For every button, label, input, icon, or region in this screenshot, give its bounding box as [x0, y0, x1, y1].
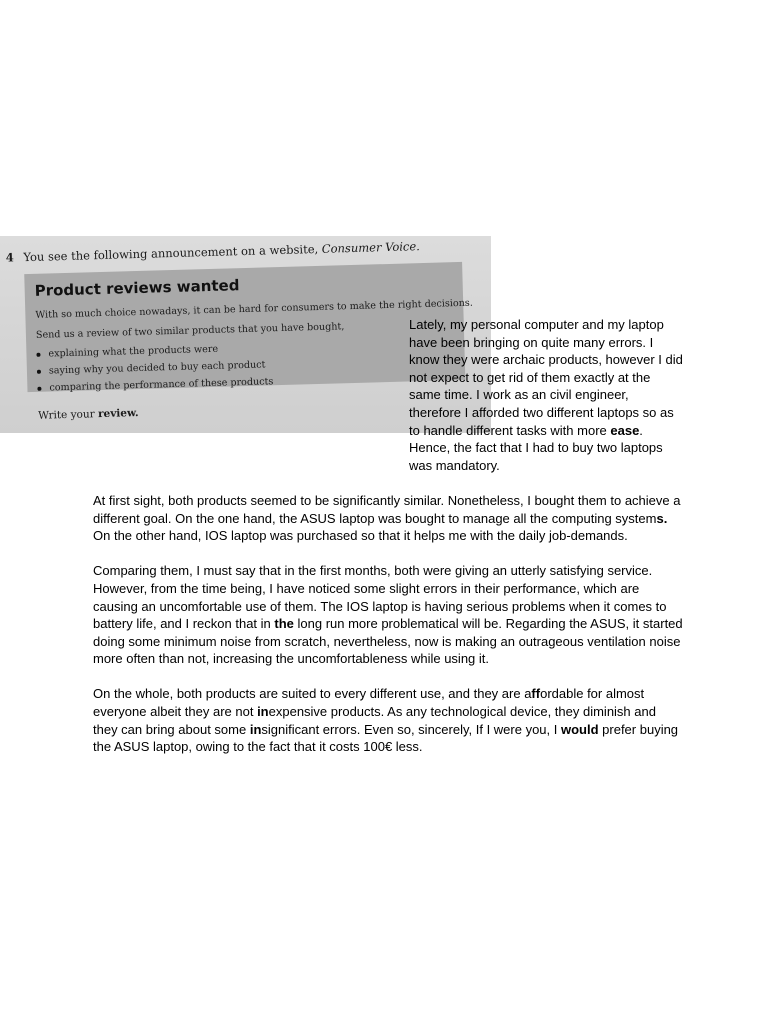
essay-paragraph: [93, 685, 683, 755]
essay-text: [93, 316, 683, 773]
essay-paragraph: [93, 562, 683, 668]
write-prefix: Write your: [38, 408, 95, 422]
task-number: 4: [5, 250, 14, 265]
text-run: expensive products. As any technological device, they diminish and they can bring about some: [93, 704, 656, 737]
text-run: long run more problematical will be. Regarding the ASUS, it started doing some minimum noise from scratch, nevertheless, now is making an outrageous ventilation noise more often than not, increasing the uncomfortableness while using it.: [93, 616, 683, 667]
text-run: prefer buying the ASUS laptop, owing to the fact that it costs 100€ less.: [93, 721, 679, 755]
bold-text-run: in: [249, 721, 262, 737]
bullet-item: comparing the performance of these products: [37, 373, 273, 397]
text-run: ordable for almost everyone albeit they are not: [93, 686, 645, 720]
announcement-line-2: Send us a review of two similar products that you have bought,: [35, 321, 345, 341]
bold-text-run: ease: [610, 422, 640, 438]
photo-wrap-spacer: [0, 316, 407, 457]
bold-text-run: s.: [656, 510, 668, 526]
bullet-item: explaining what the products were: [36, 339, 272, 363]
bold-text-run: ff: [531, 686, 541, 702]
announcement-line-1: With so much choice nowadays, it can be hard for consumers to make the right decisions.: [35, 297, 473, 321]
bold-text-run: in: [257, 704, 269, 720]
task-instruction: [6, 239, 420, 265]
text-run: On the whole, both products are suited to every different use, and they are a: [93, 686, 532, 702]
bold-text-run: the: [274, 616, 294, 632]
text-run: significant errors. Even so, sincerely, If I were you, I: [261, 721, 561, 737]
essay-paragraph: [93, 492, 683, 545]
write-bold: review.: [97, 407, 139, 421]
announcement-title: Product reviews wanted: [34, 276, 240, 300]
text-run: Lately, my personal computer and my laptop have been bringing on quite many errors. I know they were archaic products, however I did not expect to get rid of them exactly at the same time. I work as an civil engineer, therefore I afforded two different laptops so as to handle different tasks with more: [409, 317, 683, 438]
text-run: . Hence, the fact that I had to buy two laptops was mandatory.: [409, 422, 663, 473]
bold-text-run: would: [561, 721, 599, 737]
text-run: Comparing them, I must say that in the first months, both were giving an utterly satisfying service. However, from the time being, I have noticed some slight errors in their performance, which are causing an uncomfortable use of them. The IOS laptop is having serious problems when it comes to battery life, and I reckon that in: [93, 563, 667, 632]
bullet-item: saying why you decided to buy each product: [37, 356, 273, 380]
site-name: Consumer Voice.: [321, 239, 421, 256]
task-prompt: You see the following announcement on a website,: [23, 241, 319, 265]
text-run: At first sight, both products seemed to be significantly similar. Nonetheless, I bought them to achieve a different goal. On the one hand, the ASUS laptop was bought to manage all the computing system: [93, 492, 681, 526]
text-run: On the other hand, IOS laptop was purchased so that it helps me with the daily job-demands.: [93, 528, 628, 544]
